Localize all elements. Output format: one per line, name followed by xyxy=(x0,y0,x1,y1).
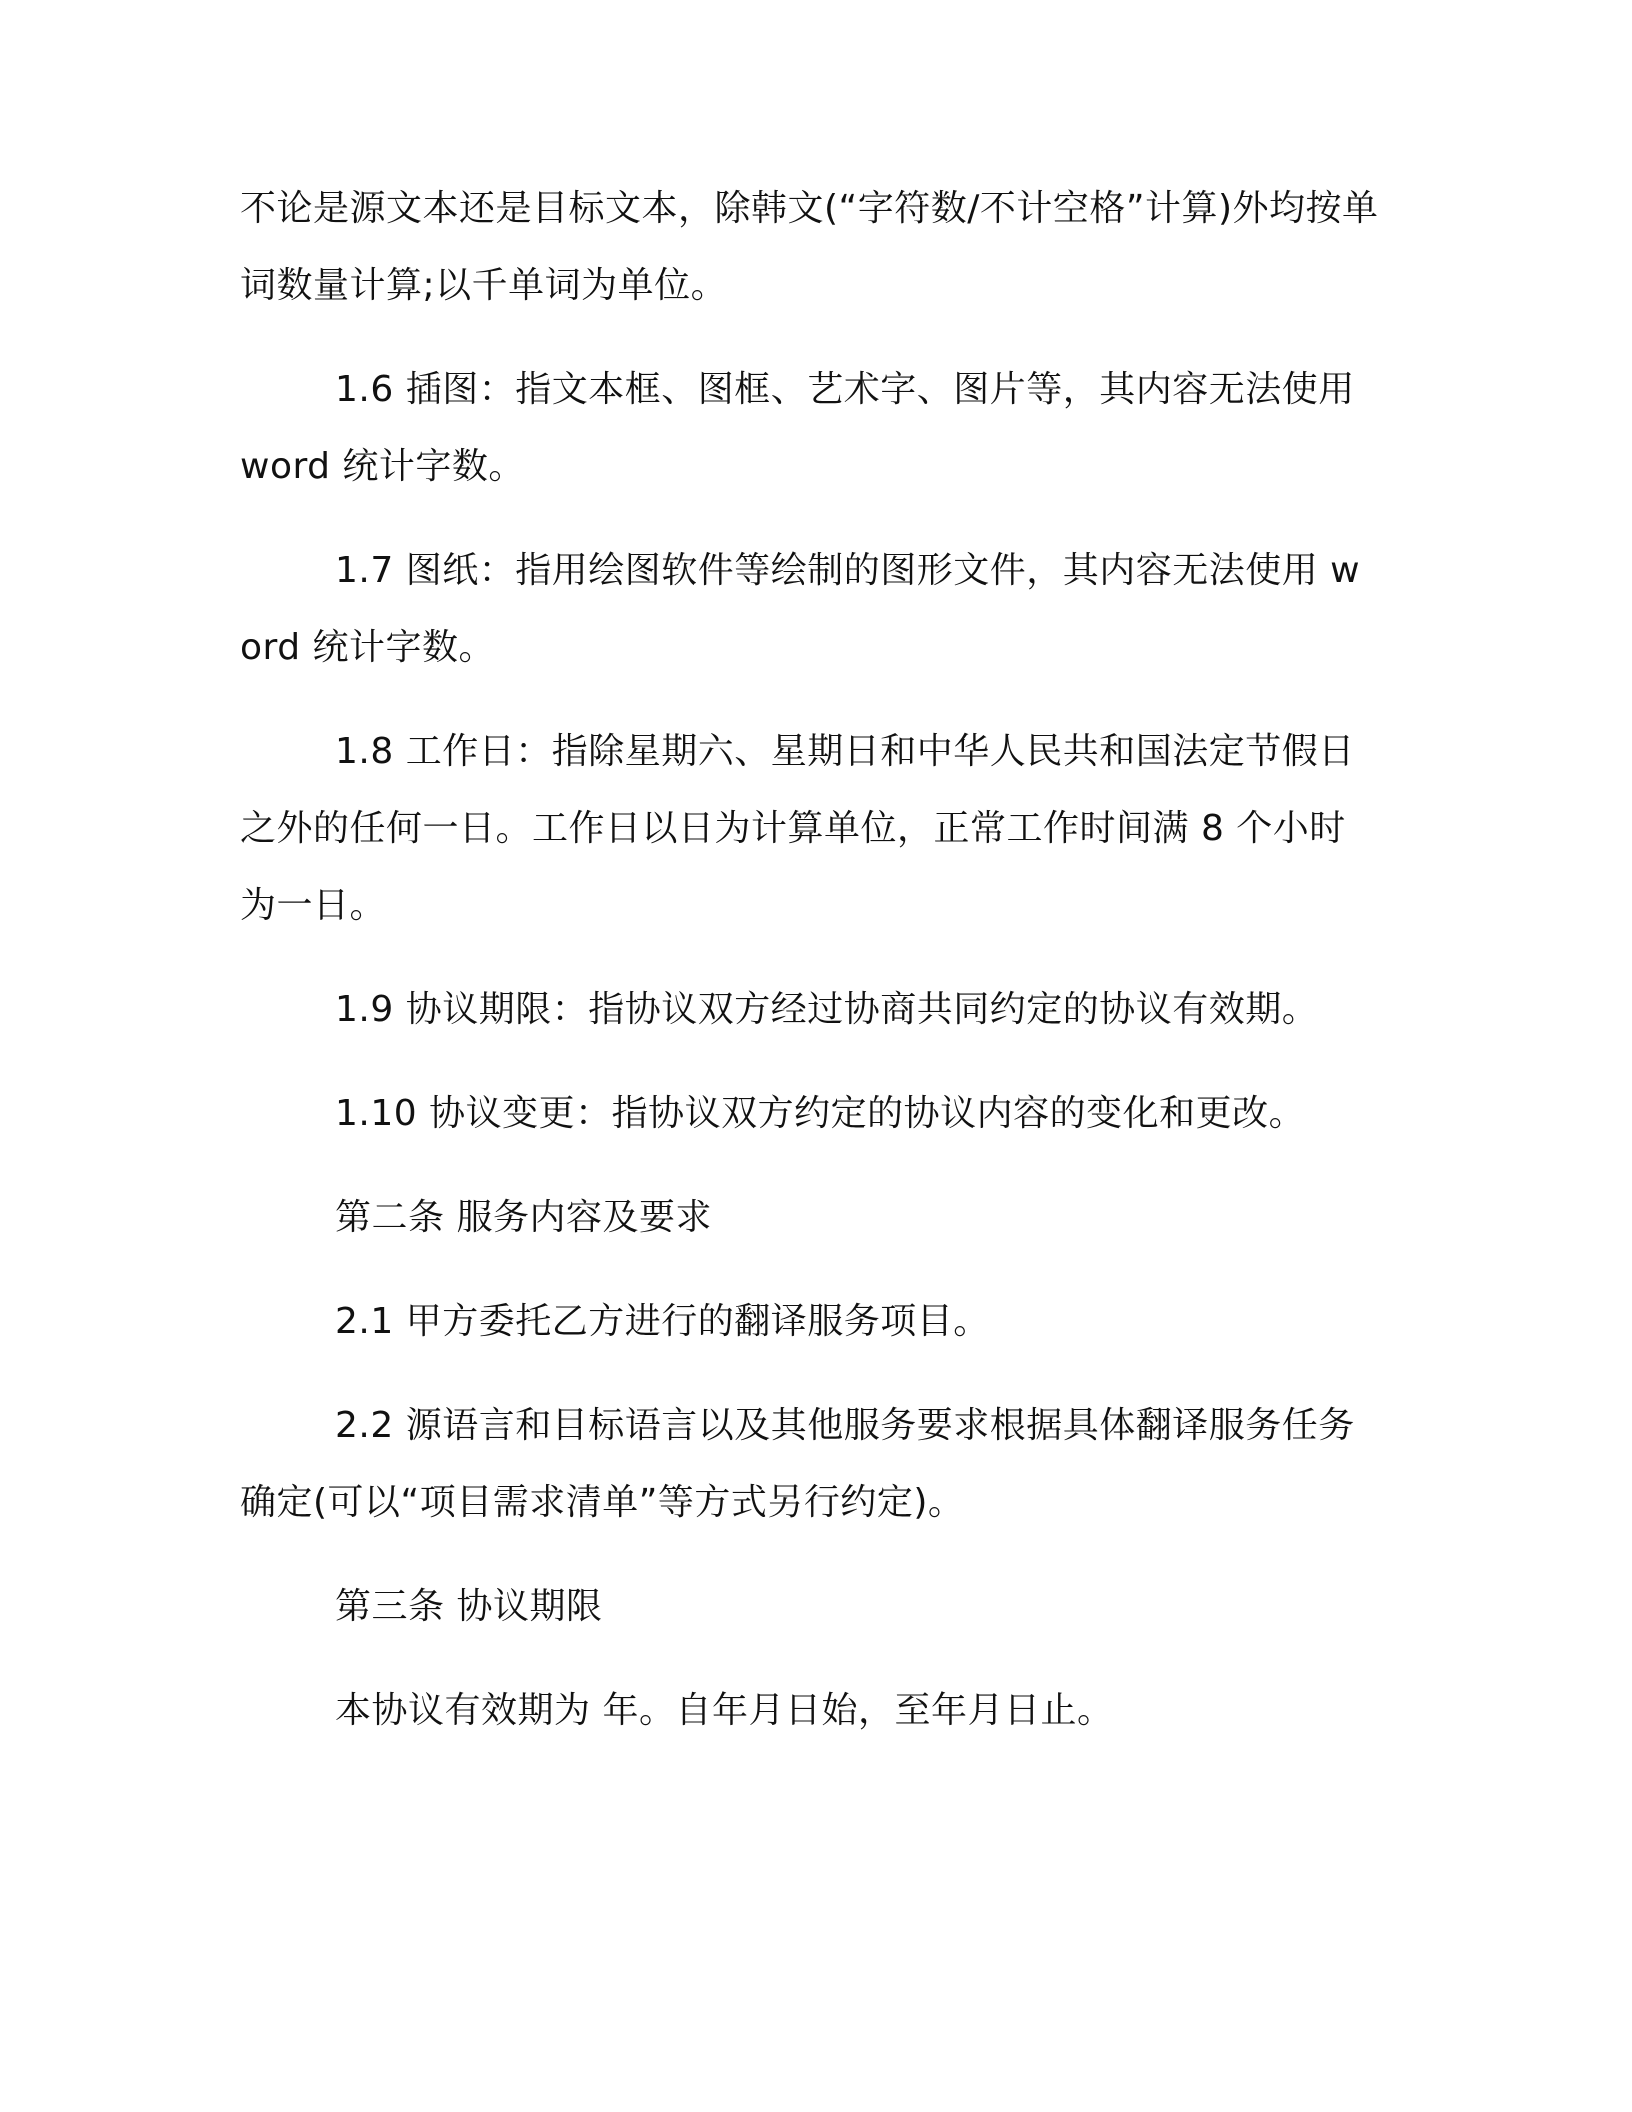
paragraph-1-8-working-day: 1.8 工作日：指除星期六、星期日和中华人民共和国法定节假日之外的任何一日。工作日以日为计算单位，正常工作时间满 8 个小时为一日。 xyxy=(240,731,1355,926)
paragraph-1-7-drawing: 1.7 图纸：指用绘图软件等绘制的图形文件，其内容无法使用 word 统计字数。 xyxy=(240,550,1361,668)
paragraph-2-1-service-project: 2.1 甲方委托乙方进行的翻译服务项目。 xyxy=(335,1301,990,1342)
paragraph-2-2-language-requirements: 2.2 源语言和目标语言以及其他服务要求根据具体翻译服务任务确定(可以“项目需求清单”等方式另行约定)。 xyxy=(240,1405,1355,1523)
heading-article-2: 第二条 服务内容及要求 xyxy=(335,1197,712,1238)
heading-article-3: 第三条 协议期限 xyxy=(335,1586,603,1627)
paragraph-word-count-rule: 不论是源文本还是目标文本，除韩文(“字符数/不计空格”计算)外均按单词数量计算;以千单词为单位。 xyxy=(240,188,1379,306)
paragraph-validity-period: 本协议有效期为 年。自年月日始，至年月日止。 xyxy=(335,1690,1114,1731)
paragraph-1-10-agreement-change: 1.10 协议变更：指协议双方约定的协议内容的变化和更改。 xyxy=(335,1093,1306,1134)
paragraph-1-9-agreement-term: 1.9 协议期限：指协议双方经过协商共同约定的协议有效期。 xyxy=(335,989,1319,1030)
paragraph-1-6-illustration: 1.6 插图：指文本框、图框、艺术字、图片等，其内容无法使用 word 统计字数。 xyxy=(240,369,1355,487)
document-body xyxy=(240,170,1380,1749)
